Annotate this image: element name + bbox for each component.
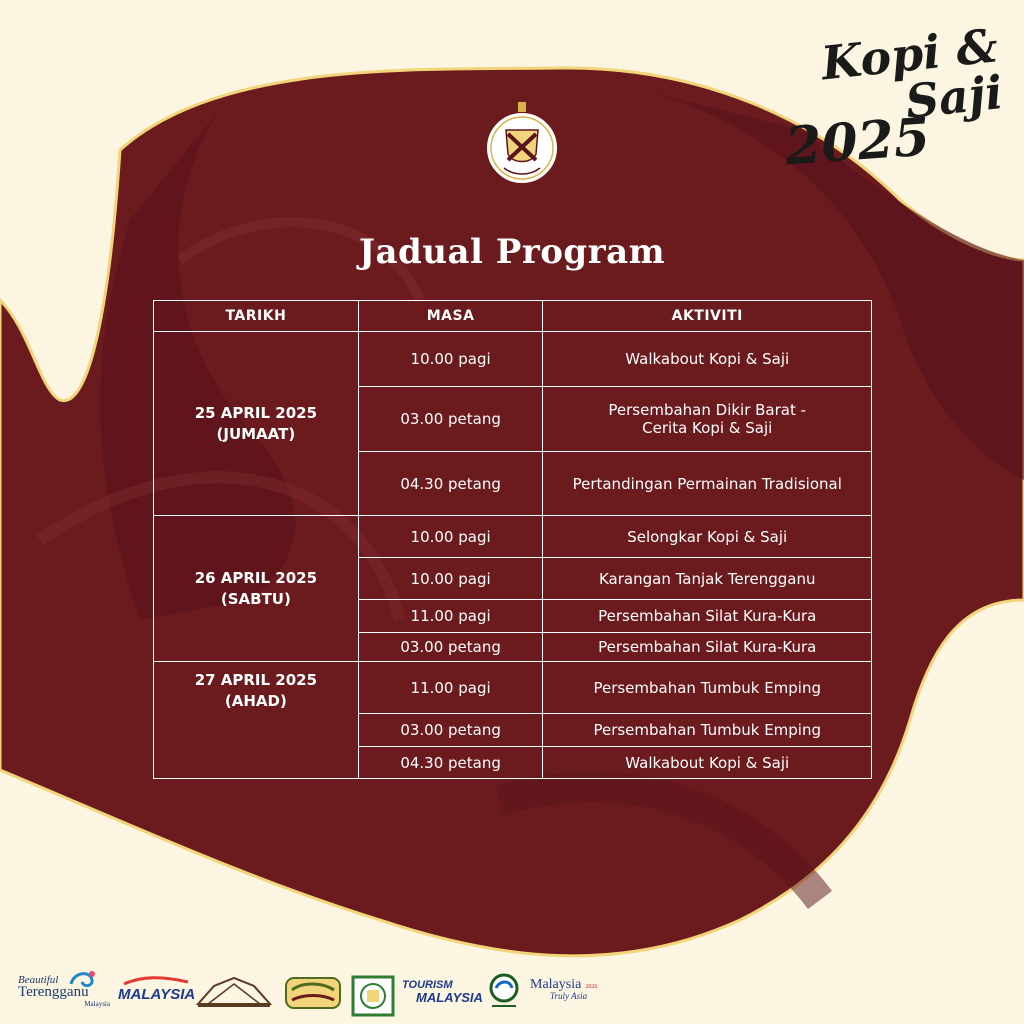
- activity-cell: Selongkar Kopi & Saji: [543, 516, 872, 558]
- time-cell: 10.00 pagi: [358, 516, 543, 558]
- day-text: (JUMAAT): [216, 424, 296, 443]
- header-time: MASA: [358, 301, 543, 332]
- brand-line-2: 2025: [783, 106, 932, 178]
- table-row: [154, 332, 872, 387]
- activity-cell: Walkabout Kopi & Saji: [543, 747, 872, 779]
- event-brand-title: [770, 18, 1006, 178]
- activity-cell: Persembahan Silat Kura-Kura: [543, 600, 872, 633]
- table-row: [154, 662, 872, 714]
- state-agency-crest-logo: [350, 974, 396, 1018]
- table-header-row: [154, 301, 872, 332]
- logo-text: Malaysia: [84, 1000, 110, 1008]
- traditional-ornament-logo: [194, 976, 274, 1010]
- activity-cell: Walkabout Kopi & Saji: [543, 332, 872, 387]
- date-cell: [154, 332, 359, 516]
- logo-text: Beautiful: [18, 974, 59, 986]
- time-cell: 03.00 petang: [358, 633, 543, 662]
- logo-text: MALAYSIA: [118, 986, 196, 1003]
- table-row: [154, 516, 872, 558]
- logo-text: Truly Asia: [550, 991, 588, 1001]
- time-cell: 11.00 pagi: [358, 600, 543, 633]
- tourism-malaysia-logo: [402, 980, 483, 1004]
- cuti-cuti-swoosh-icon: [122, 974, 192, 988]
- activity-cell: Persembahan Silat Kura-Kura: [543, 633, 872, 662]
- date-text: 27 APRIL 2025: [194, 671, 318, 689]
- time-cell: 04.30 petang: [358, 747, 543, 779]
- logo-text: 2026: [585, 984, 598, 990]
- activity-cell: [543, 387, 872, 452]
- date-cell: [154, 516, 359, 662]
- header-date: TARIKH: [154, 301, 359, 332]
- activity-line-2: Cerita Kopi & Saji: [642, 419, 773, 437]
- logo-text: Terengganu: [18, 984, 89, 1000]
- kampung-budaya-logo: [282, 972, 344, 1016]
- visit-malaysia-2026-logo: [530, 976, 597, 1001]
- sponsor-logos-bar: [10, 966, 610, 1020]
- date-text: 25 APRIL 2025: [194, 403, 318, 422]
- program-schedule-table: [153, 300, 872, 779]
- terengganu-crest-logo: [482, 98, 562, 186]
- page-title: Jadual Program: [358, 232, 666, 272]
- time-cell: 11.00 pagi: [358, 662, 543, 714]
- terengganu-round-logo: [486, 972, 522, 1012]
- activity-cell: Persembahan Tumbuk Emping: [543, 714, 872, 747]
- time-cell: 04.30 petang: [358, 452, 543, 516]
- time-cell: 03.00 petang: [358, 387, 543, 452]
- activity-cell: Persembahan Tumbuk Emping: [543, 662, 872, 714]
- logo-text: TOURISM: [402, 979, 453, 991]
- day-text: (AHAD): [224, 692, 287, 710]
- terengganu-swirl-icon: [68, 968, 98, 992]
- time-cell: 03.00 petang: [358, 714, 543, 747]
- logo-text: Malaysia: [530, 977, 582, 992]
- logo-text: MALAYSIA: [416, 990, 483, 1005]
- day-text: (SABTU): [220, 589, 291, 608]
- cuti-malaysia-logo: [118, 986, 195, 1003]
- date-cell: [154, 662, 359, 779]
- activity-cell: Karangan Tanjak Terengganu: [543, 558, 872, 600]
- activity-line-1: Persembahan Dikir Barat -: [608, 401, 807, 419]
- activity-cell: Pertandingan Permainan Tradisional: [543, 452, 872, 516]
- header-activity: AKTIVITI: [543, 301, 872, 332]
- brand-line-1: Kopi & Saji: [818, 18, 1006, 129]
- date-text: 26 APRIL 2025: [194, 568, 318, 587]
- time-cell: 10.00 pagi: [358, 558, 543, 600]
- time-cell: 10.00 pagi: [358, 332, 543, 387]
